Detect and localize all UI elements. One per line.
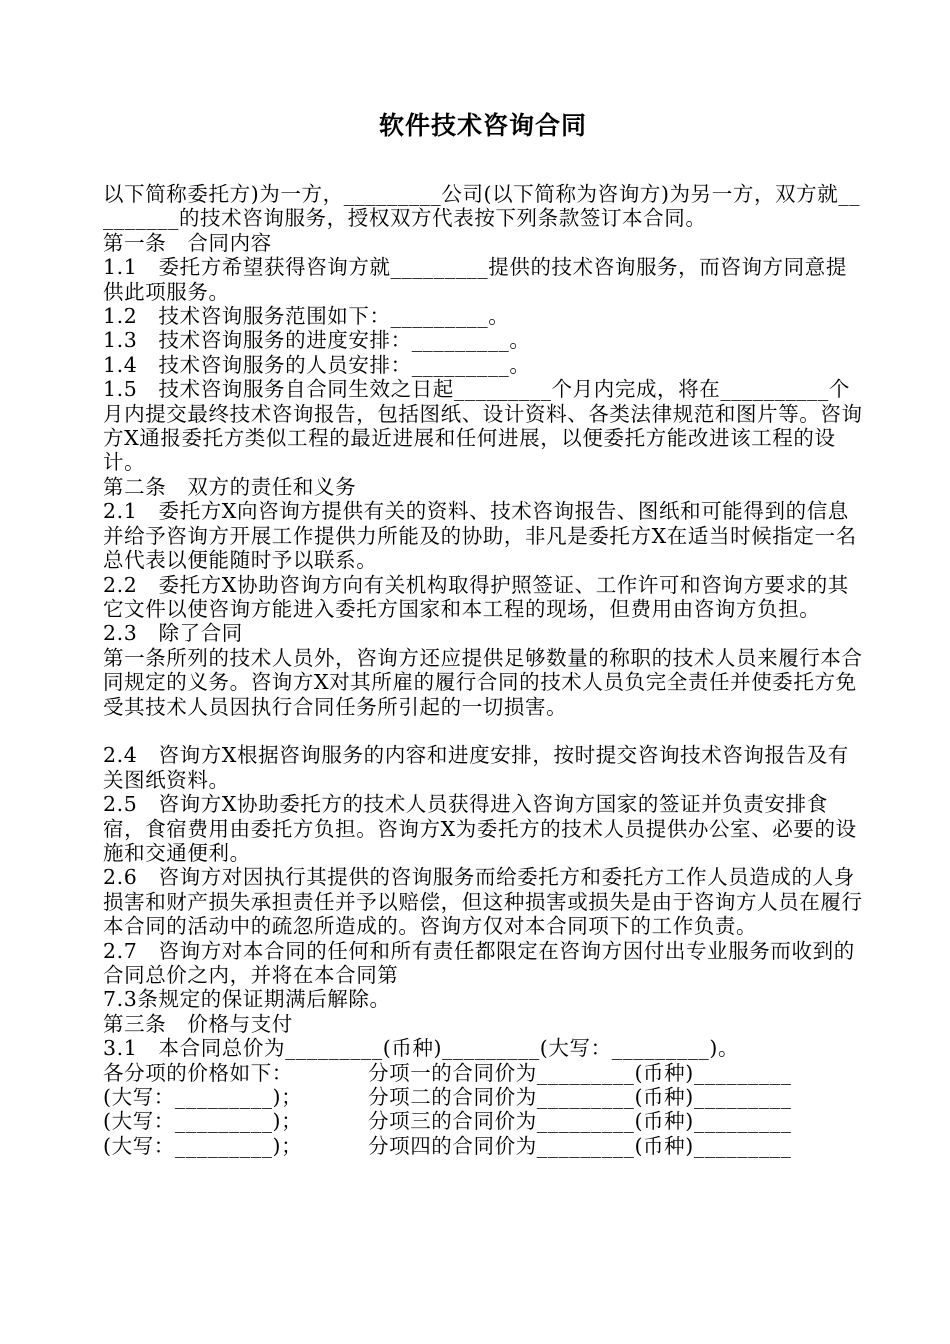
clause-3-1: 3.1 本合同总价为_________(币种)_________(大写：_________)。 (103, 1036, 740, 1061)
clause-2-5: 2.5 咨询方X协助委托方的技术人员获得进入咨询方国家的签证并负责安排食宿，食宿费用由委托方负担。咨询方X为委托方的技术人员提供办公室、必要的设施和交通便利。 (103, 792, 857, 865)
contract-body (103, 182, 863, 1158)
clause-2-4: 2.4 咨询方X根据咨询服务的内容和进度安排，按时提交咨询技术咨询报告及有关图纸资料。 (103, 743, 849, 792)
clause-1-2: 1.2 技术咨询服务范围如下：_________。 (103, 304, 510, 329)
clause-2-3-body: 第一条所列的技术人员外，咨询方还应提供足够数量的称职的技术人员来履行本合同规定的义务。咨询方X对其所雇的履行合同的技术人员负完全责任并使委托方免受其技术人员因执行合同任务所引起的一切损害。 (103, 645, 863, 719)
price-row (103, 1134, 863, 1158)
price-row (103, 1061, 863, 1085)
price-row-right: 分项二的合同价为_________(币种)_________ (368, 1085, 792, 1110)
price-row-left: 各分项的价格如下： (103, 1060, 293, 1085)
clause-1-1: 1.1 委托方希望获得咨询方就_________提供的技术咨询服务，而咨询方同意提供此项服务。 (103, 255, 847, 304)
clause-2-1: 2.1 委托方X向咨询方提供有关的资料、技术咨询报告、图纸和可能得到的信息并给予咨询方开展工作提供力所能及的协助，非凡是委托方X在适当时候指定一名总代表以便能随时予以联系。 (103, 499, 857, 573)
price-row-right: 分项一的合同价为_________(币种)_________ (368, 1060, 792, 1085)
clause-1-5: 1.5 技术咨询服务自合同生效之日起_________个月内完成，将在__________个月内提交最终技术咨询报告，包括图纸、设计资料、各类法律规范和图片等。咨询方X通报委托方类似工程的最近进展和任何进展，以便委托方能改进该工程的设计。 (103, 377, 863, 475)
clause-2-7-continued: 7.3条规定的保证期满后解除。 (103, 987, 391, 1012)
price-row-right: 分项四的合同价为_________(币种)_________ (368, 1133, 792, 1158)
clause-1-3: 1.3 技术咨询服务的进度安排：_________。 (103, 328, 531, 353)
clause-2-7: 2.7 咨询方对本合同的任何和所有责任都限定在咨询方因付出专业服务而收到的合同总价之内，并将在本合同第 (103, 938, 855, 987)
price-row (103, 1109, 863, 1133)
blank-line (103, 719, 863, 743)
article-3-heading: 第三条 价格与支付 (103, 1011, 293, 1036)
article-2-heading: 第二条 双方的责任和义务 (103, 474, 357, 499)
contract-page (103, 108, 863, 1158)
document-title: 软件技术咨询合同 (378, 111, 587, 140)
clause-2-2: 2.2 委托方X协助咨询方向有关机构取得护照签证、工作许可和咨询方要求的其它文件以使咨询方能进入委托方国家和本工程的现场，但费用由咨询方负担。 (103, 572, 849, 621)
price-row (103, 1085, 863, 1109)
price-row-left: (大写：_________)； (103, 1085, 303, 1110)
clause-2-3: 2.3 除了合同 (103, 621, 243, 646)
clause-2-6: 2.6 咨询方对因执行其提供的咨询服务而给委托方和委托方工作人员造成的人身损害和财产损失承担责任并予以赔偿，但这种损害或损失是由于咨询方人员在履行本合同的活动中的疏忽所造成的。咨询方仅对本合同项下的工作负责。 (103, 865, 863, 939)
price-row-left: (大写：_________)； (103, 1133, 303, 1158)
price-breakdown (103, 1061, 863, 1159)
article-1-heading: 第一条 合同内容 (103, 230, 272, 255)
price-row-right: 分项三的合同价为_________(币种)_________ (368, 1109, 792, 1134)
price-row-left: (大写：_________)； (103, 1109, 303, 1134)
clause-1-4: 1.4 技术咨询服务的人员安排：_________。 (103, 352, 531, 377)
intro-paragraph: 以下简称委托方)为一方，_________公司(以下简称为咨询方)为另一方，双方就_________的技术咨询服务，授权双方代表按下列条款签订本合同。 (103, 182, 861, 231)
